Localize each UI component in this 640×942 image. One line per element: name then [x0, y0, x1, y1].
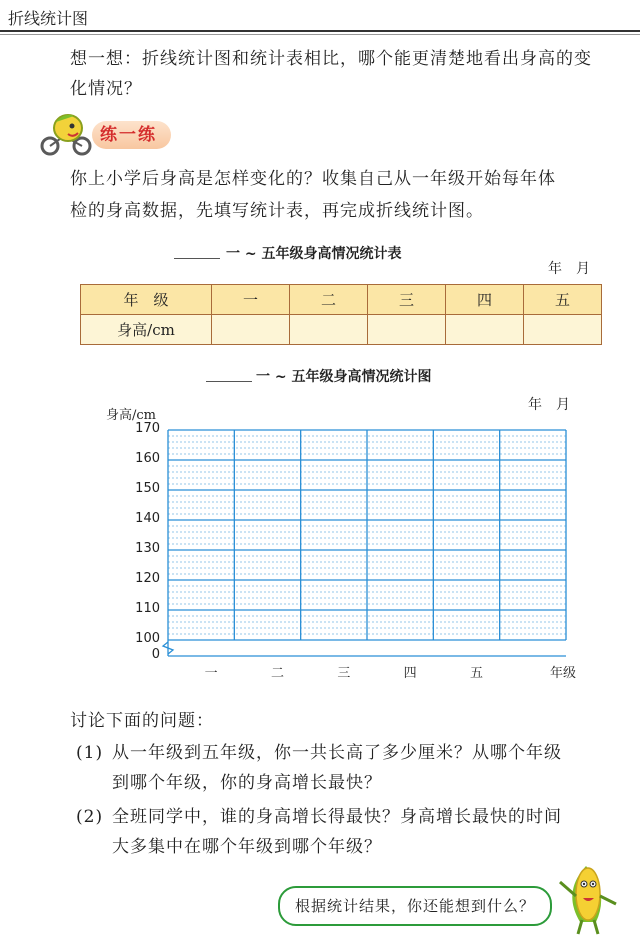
y-tick-label: 0: [151, 647, 160, 662]
table-grade-2: 二: [290, 285, 368, 315]
chart-title: 一 ~ 五年级身高情况统计图: [256, 369, 432, 385]
question-2-line-1: 全班同学中，谁的身高增长得最快？身高增长最快的时间: [112, 807, 562, 827]
x-tick-label: 三: [337, 666, 351, 681]
table-title: 一 ~ 五年级身高情况统计表: [226, 246, 402, 262]
question-1-number: (1): [76, 743, 104, 763]
table-date: 年 月: [548, 261, 590, 277]
y-tick-label: 160: [135, 451, 160, 466]
question-2-number: (2): [76, 807, 104, 827]
intro-line-2: 化情况？: [70, 79, 142, 99]
table-row-label: 身高/cm: [81, 315, 212, 345]
speech-bubble: 根据统计结果，你还能想到什么？: [278, 886, 552, 926]
question-2-line-2: 大多集中在哪个年级到哪个年级？: [112, 837, 382, 857]
table-grade-5: 五: [524, 285, 602, 315]
x-tick-label: 一: [204, 666, 218, 681]
x-tick-label: 二: [270, 666, 284, 681]
chart-date: 年 月: [528, 397, 570, 413]
practice-line-2: 检的身高数据，先填写统计表，再完成折线统计图。: [70, 201, 484, 221]
y-tick-label: 170: [135, 421, 160, 436]
x-tick-label: 四: [403, 666, 417, 681]
y-tick-label: 110: [135, 601, 160, 616]
intro-line-1: 想一想：折线统计图和统计表相比，哪个能更清楚地看出身高的变: [70, 49, 592, 69]
discussion-heading: 讨论下面的问题：: [70, 711, 214, 731]
chart-grid: [168, 430, 566, 640]
table-grade-3: 三: [368, 285, 446, 315]
chart-axes: [163, 640, 566, 656]
chart-y-axis-label: 身高/cm: [106, 408, 156, 423]
y-tick-label: 120: [135, 571, 160, 586]
practice-badge: 练一练: [92, 121, 171, 149]
question-1-line-1: 从一年级到五年级，你一共长高了多少厘米？从哪个年级: [112, 743, 562, 763]
question-1-line-2: 到哪个年级，你的身高增长最快？: [112, 773, 382, 793]
page-header-title: 折线统计图: [8, 9, 89, 28]
y-tick-label: 150: [135, 481, 160, 496]
table-header-label: 年 级: [81, 285, 212, 315]
y-tick-label: 100: [135, 631, 160, 646]
corn-mascot-icon: [552, 852, 632, 938]
table-grade-4: 四: [446, 285, 524, 315]
practice-line-1: 你上小学后身高是怎样变化的？收集自己从一年级开始每年体: [70, 169, 556, 189]
y-tick-label: 130: [135, 541, 160, 556]
table-grade-1: 一: [212, 285, 290, 315]
chart-x-axis-label: 年级: [550, 666, 577, 681]
y-tick-label: 140: [135, 511, 160, 526]
x-tick-label: 五: [469, 666, 483, 681]
